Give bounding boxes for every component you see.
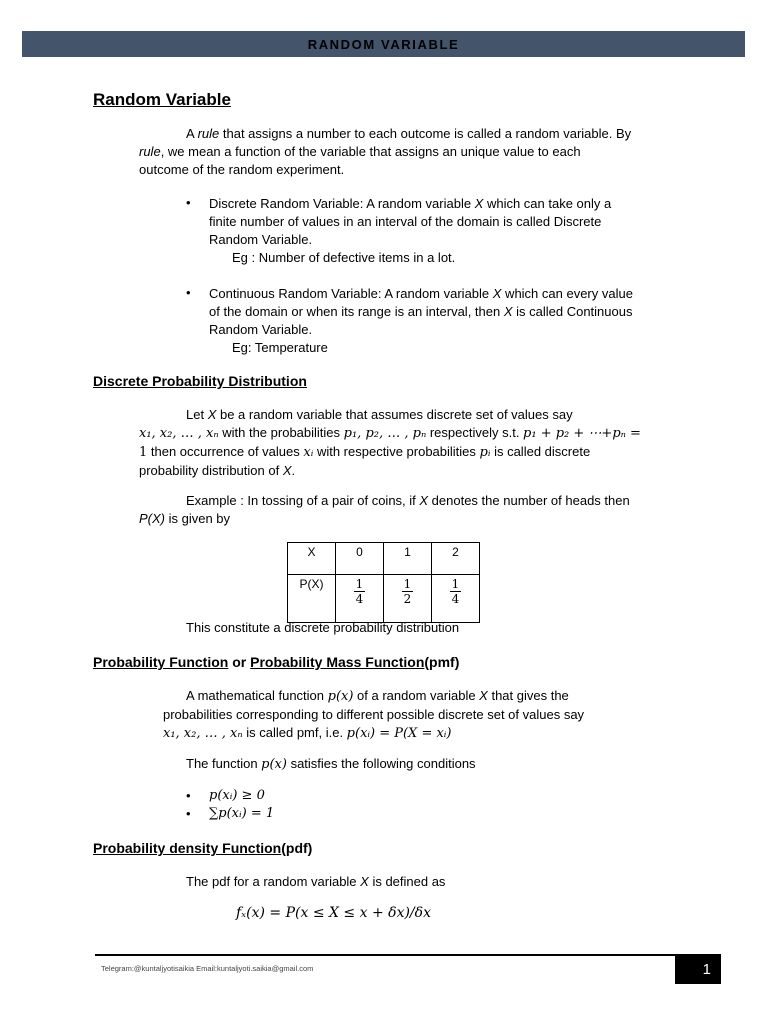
page-header-title: RANDOM VARIABLE	[307, 37, 460, 52]
table-cell	[432, 575, 480, 623]
table-cell: 2	[432, 543, 480, 575]
list-item-discrete-rv: Discrete Random Variable: A random variable X which can take only a finite number of values in an interval of the domain is called Discrete Random Variable. Eg : Number of defective items in a lot.	[209, 196, 612, 265]
page-number: 1	[675, 954, 721, 984]
bullet-icon: •	[186, 806, 191, 821]
heading-random-variable: Random Variable	[93, 90, 231, 109]
paragraph-coin-example: Example : In tossing of a pair of coins, if X denotes the number of heads then P(X) is given by	[139, 493, 630, 526]
heading-discrete-probability-distribution: Discrete Probability Distribution	[93, 373, 307, 389]
fraction: $\frac{1}{4}$	[355, 577, 364, 606]
paragraph-pmf-definition: A mathematical function p(x) of a random variable X that gives the probabilities corresponding to different possible discrete set of values say x₁, x₂, … , xₙ is called pmf, i.e. p(xᵢ) = P(X = xᵢ)	[163, 688, 585, 741]
heading-pmf: Probability Function or Probability Mass Function(pmf)	[93, 654, 460, 670]
table-cell: 0	[336, 543, 384, 575]
heading-pdf: Probability density Function(pdf)	[93, 840, 313, 856]
bullet-icon: •	[186, 285, 191, 300]
footer-divider	[95, 954, 675, 956]
fraction: $\frac{1}{4}$	[451, 577, 460, 606]
condition-sum-one: ∑p(xᵢ) = 1	[209, 806, 275, 821]
condition-nonnegative: p(xᵢ) ≥ 0	[209, 788, 265, 803]
footer-contact: Telegram:@kuntaljyotisaikia Email:kuntaljyoti.saikia@gmail.com	[101, 964, 314, 973]
paragraph-pdf-definition: The pdf for a random variable X is defined as	[186, 874, 446, 889]
table-cell	[384, 575, 432, 623]
table-cell: P(X)	[288, 575, 336, 623]
bullet-icon: •	[186, 788, 191, 803]
probability-table	[287, 542, 480, 623]
list-item-continuous-rv: Continuous Random Variable: A random variable X which can every value of the domain or when its range is an interval, then X is called Continuous Random Variable. Eg: Temperature	[209, 286, 633, 355]
pdf-formula: fₓ(x) = P(x ≤ X ≤ x + δx)/δx	[236, 905, 431, 921]
table-cell: 1	[384, 543, 432, 575]
page-header-bar	[22, 31, 745, 57]
bullet-icon: •	[186, 195, 191, 210]
paragraph-rv-intro: A rule that assigns a number to each outcome is called a random variable. By rule, we mean a function of the variable that assigns an unique value to each outcome of the random experiment.	[139, 126, 632, 177]
fraction: $\frac{1}{2}$	[403, 577, 412, 606]
table-row	[288, 575, 480, 623]
table-cell	[336, 575, 384, 623]
table-row	[288, 543, 480, 575]
table-caption: This constitute a discrete probability distribution	[186, 620, 460, 635]
paragraph-pmf-conditions-intro: The function p(x) satisfies the following conditions	[186, 756, 476, 772]
table-cell: X	[288, 543, 336, 575]
paragraph-dpd-definition: Let X be a random variable that assumes discrete set of values say x₁, x₂, … , xₙ with the probabilities p₁, p₂, … , pₙ respectively s.t. p₁ + p₂ + ⋯+pₙ = 1 then occurrence of values xᵢ with respective probabilities pᵢ is called discrete probability distribution of X.	[139, 407, 641, 478]
